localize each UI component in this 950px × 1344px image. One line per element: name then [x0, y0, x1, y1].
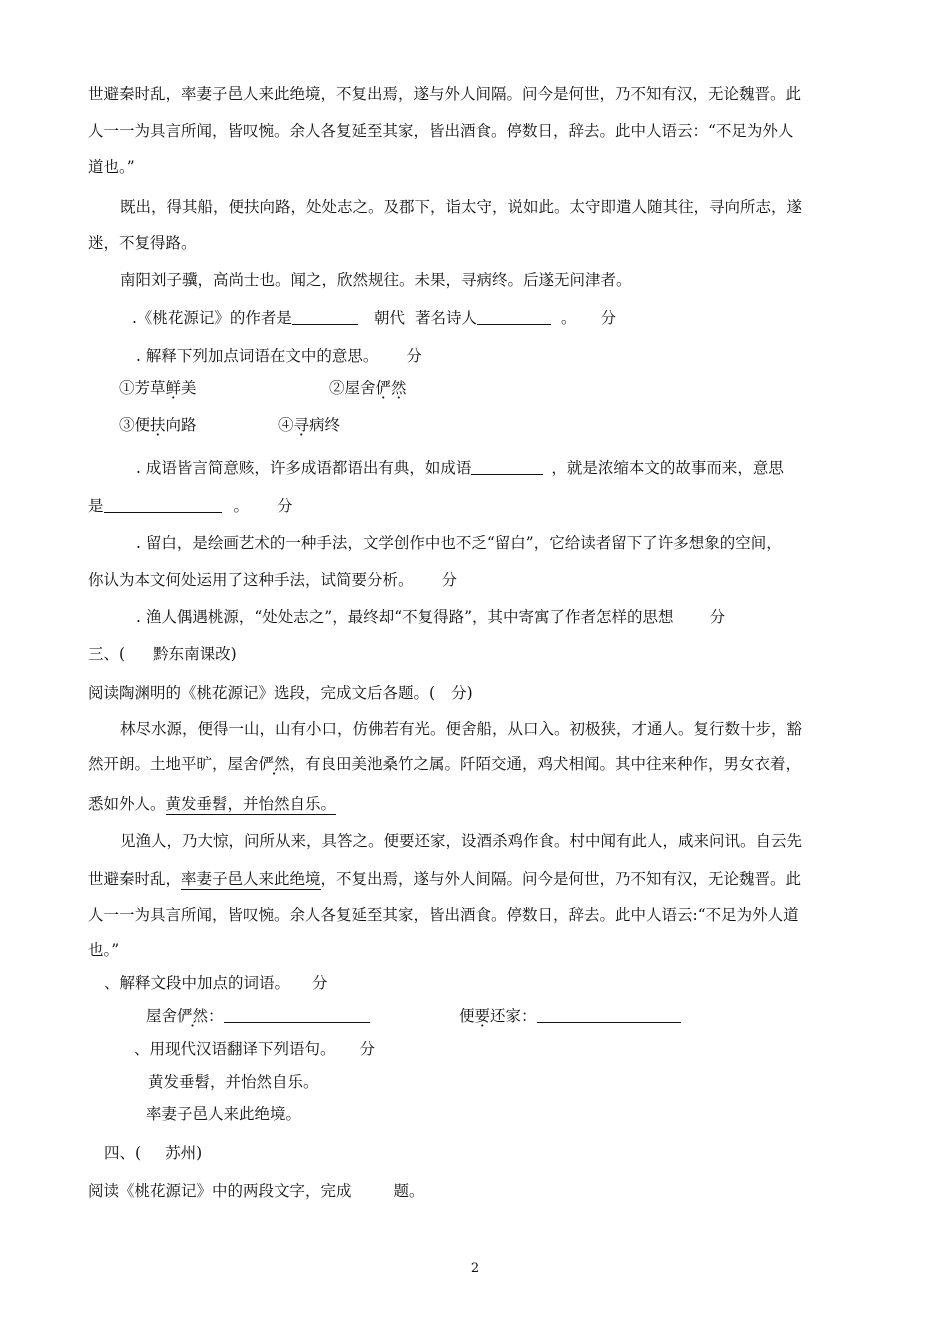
q6-word-1 [146, 1006, 370, 1026]
score-label: 分 [359, 1040, 376, 1058]
q6-text: 便 [459, 1007, 475, 1025]
q3-text: ，就是浓缩本文的故事而来，意思 [551, 459, 784, 477]
section-intro: 阅读《桃花源记》中的两段文字，完成 [88, 1182, 352, 1200]
passage1-line: 迷，不复得路。 [88, 234, 197, 252]
q6-text: 屋舍 [146, 1007, 178, 1025]
passage1-line: 人一一为具言所闻，皆叹惋。余人各复延至其家，皆出酒食。停数日，辞去。此中人语云：“不足为外人 [88, 122, 794, 140]
q6-stem: 、解释文段中加点的词语。 [104, 974, 291, 992]
section-intro: 题。 [393, 1182, 425, 1200]
section-intro: 阅读陶渊明的《桃花源记》选段，完成文后各题。( [88, 684, 436, 702]
answer-blank [224, 1006, 370, 1023]
passage2-line: 林尽水源，便得一山，山有小口，仿佛若有光。便舍船，从口入。初极狭，才通人。复行数十步，豁 [120, 720, 803, 738]
dotted-word: 然 [391, 379, 407, 397]
dotted-word: 俨然 [258, 755, 290, 773]
q2-stem: . 解释下列加点词语在文中的意思。 [136, 347, 379, 365]
section-3-title [88, 644, 237, 664]
q2-item-1 [119, 378, 197, 398]
dotted-word: 要 [474, 1007, 491, 1025]
question-2 [136, 346, 422, 366]
passage2-line [88, 869, 801, 889]
score-label: 分 [441, 571, 458, 589]
q6-text: 还家： [490, 1007, 537, 1025]
q1-text: .《桃花源记》的作者是 [132, 309, 292, 327]
section-4-intro [88, 1181, 425, 1201]
passage1-line: 既出，得其船，便扶向路，处处志之。及郡下，诣太守，说如此。太守即遣人随其往，寻向所志，遂 [120, 198, 803, 216]
question-7 [134, 1039, 375, 1059]
q3-text: . 成语皆言简意赅，许多成语都语出有典，如成语 [136, 459, 472, 477]
section-4-title [104, 1143, 202, 1163]
score-label: 分 [406, 347, 422, 365]
question-5 [136, 607, 725, 627]
passage2-line: 也。” [88, 941, 120, 959]
section-title: 黔东南课改) [153, 645, 237, 663]
question-3 [136, 458, 784, 478]
section-3-intro [88, 683, 473, 703]
passage2-line [88, 754, 801, 774]
dotted-word: 鲜 [165, 379, 182, 397]
q7-sentence-2: 率妻子邑人来此绝境。 [146, 1105, 302, 1123]
q6-text: ： [208, 1007, 224, 1025]
passage2-line: 人一一为具言所闻，皆叹惋。余人各复延至其家，皆出酒食。停数日，辞去。此中人语云:“不足为外人道 [88, 906, 799, 924]
q1-text: 。 [560, 309, 577, 327]
q3-text: 。 [233, 497, 250, 515]
answer-blank [477, 308, 551, 325]
dotted-word: 寻 [293, 416, 310, 434]
q2-item-4 [278, 415, 340, 435]
score-label: 分 [277, 497, 293, 515]
q5-text: . 渔人偶遇桃源，“处处志之”，最终却“不复得路”，其中寄寓了作者怎样的思想 [136, 608, 674, 626]
q2-item-text: ③便 [119, 416, 151, 434]
underlined-sentence: 率妻子邑人来此绝境 [181, 870, 321, 888]
q2-item-text: 美 [181, 379, 197, 397]
dotted-word: 俨然 [177, 1007, 209, 1025]
passage2-line [88, 794, 336, 814]
q1-text: 朝代 [373, 309, 405, 327]
q2-item-text: 向路 [165, 416, 197, 434]
q7-stem: 、用现代汉语翻译下列语句。 [134, 1040, 336, 1058]
q2-item-text: ④ [278, 416, 294, 434]
passage-text: ，有良田美池桑竹之属。阡陌交通，鸡犬相闻。其中往来种作，男女衣着， [289, 755, 802, 773]
section-title: 四、( [104, 1144, 142, 1162]
section-intro: 分) [451, 684, 473, 702]
score-label: 分 [709, 608, 726, 626]
section-title: 苏州) [165, 1144, 203, 1162]
passage-text: 然开朗。土地平旷，屋舍 [88, 755, 259, 773]
section-title: 三、( [88, 645, 126, 663]
question-6 [104, 973, 328, 993]
dotted-word: 扶 [150, 416, 166, 434]
q7-sentence-1: 黄发垂髫，并怡然自乐。 [148, 1073, 319, 1091]
passage1-line: 道也。” [88, 158, 135, 176]
q2-item-text: 病终 [309, 416, 341, 434]
q4-text: 你认为本文何处运用了这种手法，试简要分析。 [88, 571, 414, 589]
passage-text: 世避秦时乱， [88, 870, 182, 888]
answer-blank [292, 308, 358, 325]
question-3-cont [88, 496, 293, 516]
question-1 [132, 308, 616, 328]
answer-blank [537, 1006, 681, 1023]
passage2-line: 见渔人，乃大惊，问所从来，具答之。便要还家，设酒杀鸡作食。村中闻有此人，咸来问讯。自云先 [120, 832, 803, 850]
question-4-cont [88, 570, 457, 590]
q2-item-text: ①芳草 [119, 379, 166, 397]
page-number: 2 [470, 1261, 480, 1276]
underlined-sentence: 黄发垂髫，并怡然自乐。 [165, 795, 337, 813]
question-4: . 留白，是绘画艺术的一种手法，文学创作中也不乏“留白”，它给读者留下了许多想象的空间， [136, 534, 782, 552]
q2-item-3 [119, 415, 197, 435]
q6-word-2 [459, 1006, 681, 1026]
answer-blank [104, 496, 222, 513]
dotted-word: 俨 [375, 379, 392, 397]
passage1-line: 世避秦时乱，率妻子邑人来此绝境，不复出焉，遂与外人间隔。问今是何世，乃不知有汉，无论魏晋。此 [88, 85, 802, 103]
q2-item-2 [329, 378, 407, 398]
passage1-line: 南阳刘子骥，高尚士也。闻之，欣然规往。未果，寻病终。后遂无问津者。 [120, 271, 632, 289]
answer-blank [471, 458, 543, 475]
q3-text: 是 [88, 497, 104, 515]
q2-item-text: ②屋舍 [329, 379, 376, 397]
passage-text: ，不复出焉，遂与外人间隔。问今是何世，乃不知有汉，无论魏晋。此 [320, 870, 802, 888]
passage-text: 悉如外人。 [88, 795, 166, 813]
q1-text: 著名诗人 [414, 309, 477, 327]
score-label: 分 [600, 309, 616, 327]
score-label: 分 [312, 974, 328, 992]
